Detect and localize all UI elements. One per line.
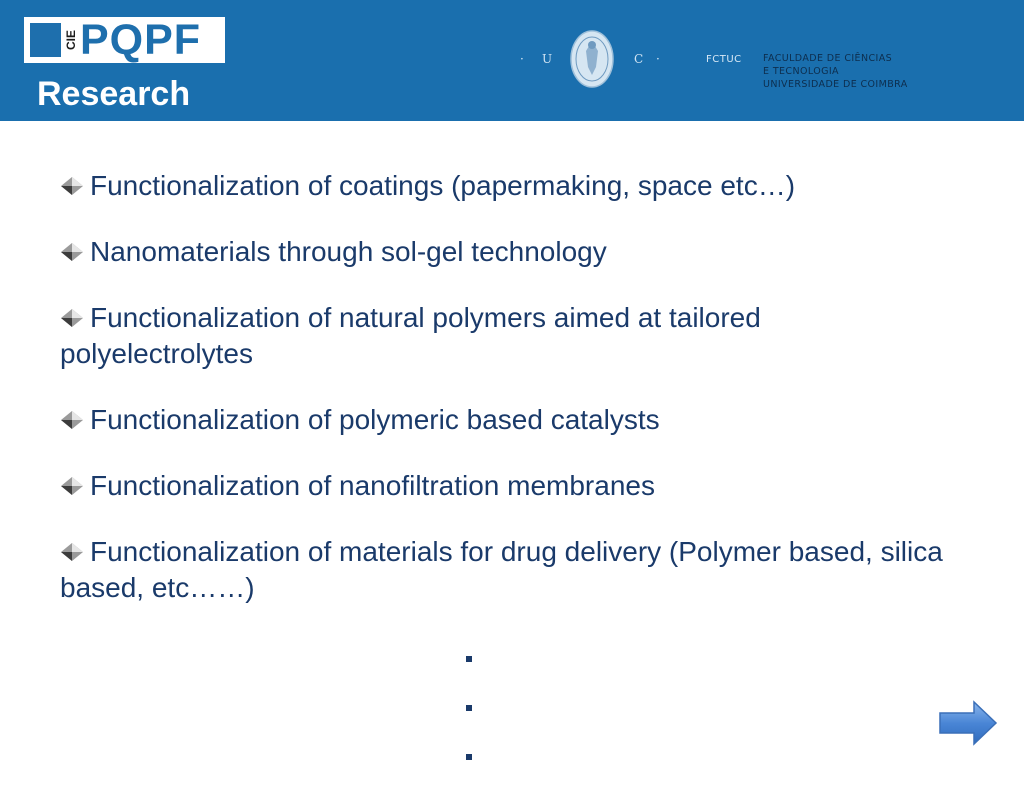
dot	[466, 705, 472, 711]
bullet-item	[60, 234, 960, 270]
diamond-bullet-icon	[60, 476, 84, 496]
dot	[466, 656, 472, 662]
bullet-item	[60, 534, 960, 606]
faculty-line-1: FACULDADE DE CIÊNCIAS	[763, 53, 893, 64]
faculty-name	[763, 52, 908, 91]
slide-title: Research	[37, 75, 191, 113]
bullet-text: Functionalization of polymeric based catalysts	[90, 404, 660, 435]
fctuc-label: FCTUC	[706, 54, 742, 65]
bullet-item	[60, 468, 960, 504]
bullet-text: Functionalization of natural polymers aimed at tailored polyelectrolytes	[60, 302, 761, 369]
uc-right-dot: ·	[656, 52, 660, 66]
bullet-list	[60, 168, 960, 636]
diamond-bullet-icon	[60, 410, 84, 430]
header-bar	[0, 0, 1024, 121]
continuation-dots	[466, 656, 476, 803]
right-arrow-icon[interactable]	[938, 700, 998, 746]
cie-pqpf-logo	[24, 17, 225, 63]
bullet-text: Functionalization of materials for drug delivery (Polymer based, silica based, etc……)	[60, 536, 943, 603]
diamond-bullet-icon	[60, 176, 84, 196]
bullet-item	[60, 168, 960, 204]
university-seal-icon	[569, 29, 615, 89]
bullet-item	[60, 300, 960, 372]
bullet-text: Functionalization of coatings (papermaking, space etc…)	[90, 170, 796, 201]
diamond-bullet-icon	[60, 242, 84, 262]
logo-square-icon	[30, 23, 61, 57]
faculty-line-3: UNIVERSIDADE DE COIMBRA	[763, 79, 908, 90]
bullet-item	[60, 402, 960, 438]
bullet-text: Nanomaterials through sol-gel technology	[90, 236, 607, 267]
bullet-text: Functionalization of nanofiltration membranes	[90, 470, 655, 501]
logo-pqpf-text: PQPF	[80, 16, 202, 64]
diamond-bullet-icon	[60, 542, 84, 562]
uc-letter-c: C	[634, 52, 644, 66]
uc-left-dot: ·	[520, 52, 524, 66]
diamond-bullet-icon	[60, 308, 84, 328]
faculty-line-2: E TECNOLOGIA	[763, 66, 839, 77]
dot	[466, 754, 472, 760]
logo-cie-text: CIE	[64, 30, 78, 51]
uc-letter-u: U	[542, 52, 553, 66]
